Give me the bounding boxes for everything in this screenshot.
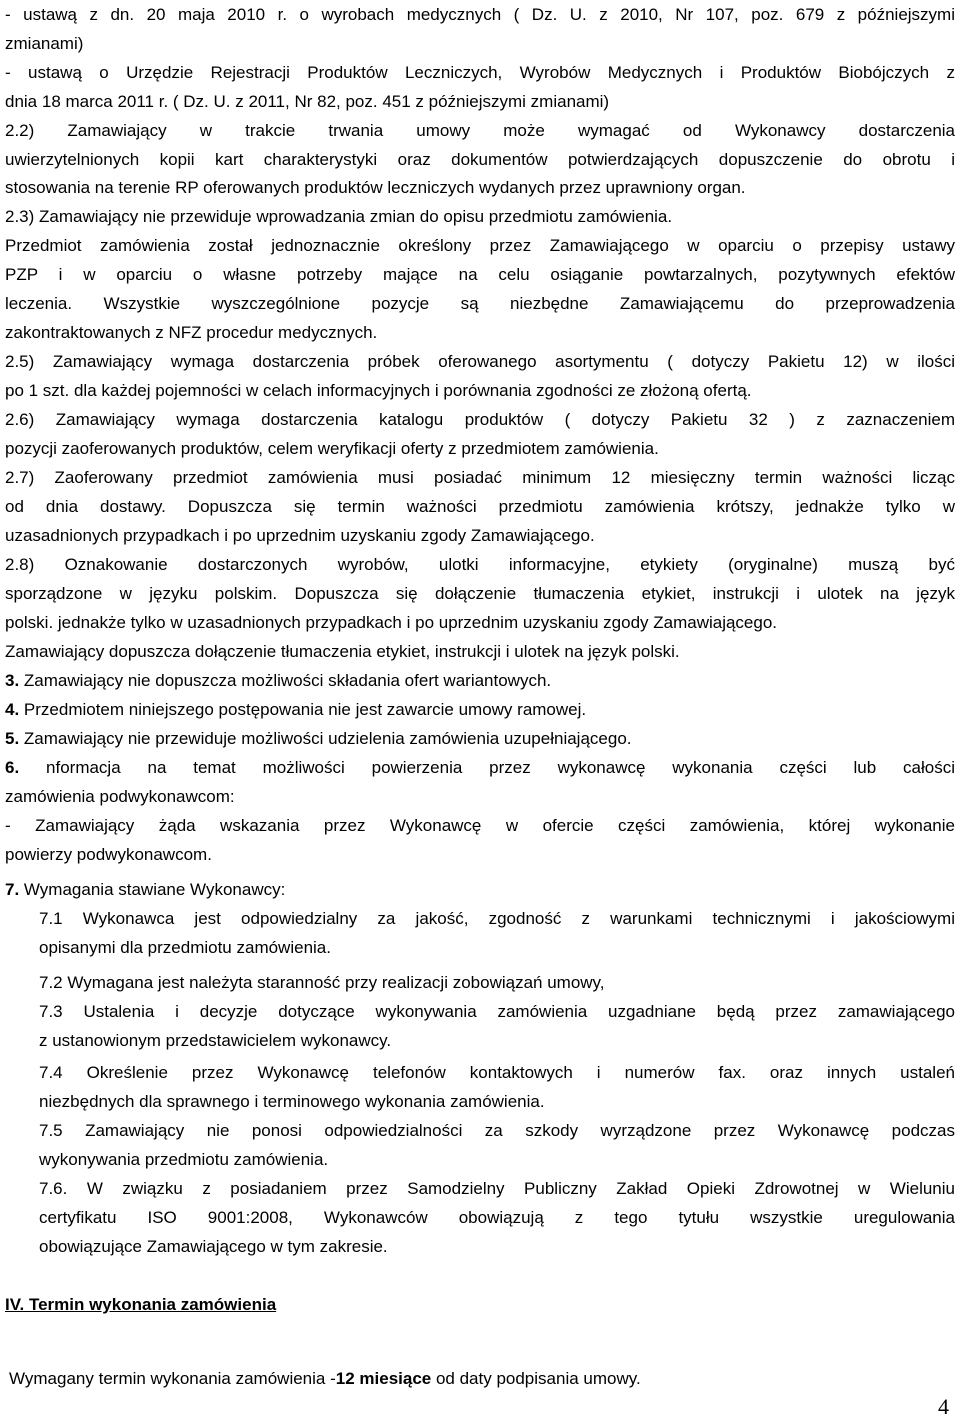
text-line: zakontraktowanych z NFZ procedur medycznych. bbox=[5, 323, 378, 342]
text-line: 2.3) Zamawiający nie przewiduje wprowadzania zmian do opisu przedmiotu zamówienia. bbox=[5, 207, 673, 226]
sub-item-7-2: 7.2 Wymagana jest należyta staranność przy realizacji zobowiązań umowy, bbox=[39, 973, 605, 992]
text-line: niezbędnych dla sprawnego i terminowego wykonania zamówienia. bbox=[39, 1092, 545, 1111]
text-line: Przedmiot zamówienia został jednoznacznie określony przez Zamawiającego w oparciu o przepisy ustawy bbox=[5, 236, 955, 255]
section-heading: IV. Termin wykonania zamówienia bbox=[5, 1295, 277, 1314]
text-line: leczenia. Wszystkie wyszczególnione pozycje są niezbędne Zamawiającemu do przeprowadzenia bbox=[5, 294, 955, 313]
text-line: 2.6) Zamawiający wymaga dostarczenia katalogu produktów ( dotyczy Pakietu 32 ) z zaznaczeniem bbox=[5, 410, 955, 429]
numbered-item-4 bbox=[5, 699, 955, 723]
text-line: stosowania na terenie RP oferowanych produktów leczniczych wydanych przez uprawniony organ. bbox=[5, 178, 746, 197]
text-line: - Zamawiający żąda wskazania przez Wykonawcę w ofercie części zamówienia, której wykonanie bbox=[5, 816, 955, 835]
text-line: pozycji zaoferowanych produktów, celem weryfikacji oferty z przedmiotem zamówienia. bbox=[5, 439, 659, 458]
deadline-suffix: od daty podpisania umowy. bbox=[431, 1369, 641, 1388]
text-line: uwierzytelnionych kopii kart charakterystyki oraz dokumentów potwierdzających dopuszczenie do obrotu i bbox=[5, 150, 955, 169]
text-line: powierzy podwykonawcom. bbox=[5, 845, 212, 864]
text-line: Zamawiający dopuszcza dołączenie tłumaczenia etykiet, instrukcji i ulotek na język polski. bbox=[5, 642, 680, 661]
text-line: uzasadnionych przypadkach i po uprzednim uzyskaniu zgody Zamawiającego. bbox=[5, 526, 595, 545]
item-text: Wymagania stawiane Wykonawcy: bbox=[19, 880, 286, 899]
text-line: certyfikatu ISO 9001:2008, Wykonawców obowiązują z tego tytułu wszystkie uregulowania bbox=[39, 1208, 955, 1227]
text-line: dnia 18 marca 2011 r. ( Dz. U. z 2011, Nr 82, poz. 451 z późniejszymi zmianami) bbox=[5, 92, 610, 111]
text-line: z ustanowionym przedstawicielem wykonawcy. bbox=[39, 1031, 392, 1050]
item-text: Zamawiający nie przewiduje możliwości udzielenia zamówienia uzupełniającego. bbox=[19, 729, 632, 748]
text-line: wykonywania przedmiotu zamówienia. bbox=[39, 1150, 329, 1169]
sub-item-7-5: 7.5 Zamawiający nie ponosi odpowiedzialności za szkody wyrządzone przez Wykonawcę podczas bbox=[39, 1121, 955, 1140]
sub-item-7-6: 7.6. W związku z posiadaniem przez Samodzielny Publiczny Zakład Opieki Zdrowotnej w Wieluniu bbox=[39, 1179, 955, 1198]
text-line: zmianami) bbox=[5, 34, 84, 53]
text-line: obowiązujące Zamawiającego w tym zakresie. bbox=[39, 1237, 388, 1256]
text-line: 2.2) Zamawiający w trakcie trwania umowy może wymagać od Wykonawcy dostarczenia bbox=[5, 121, 955, 140]
item-number: 4. bbox=[5, 700, 20, 719]
text-line: polski. jednakże tylko w uzasadnionych przypadkach i po uprzednim uzyskaniu zgody Zamawiającego. bbox=[5, 613, 778, 632]
numbered-item-3 bbox=[5, 670, 955, 694]
text-line: zamówienia podwykonawcom: bbox=[5, 787, 235, 806]
numbered-item-6 bbox=[5, 757, 955, 781]
text-line: po 1 szt. dla każdej pojemności w celach informacyjnych i porównania zgodności ze złożoną ofertą. bbox=[5, 381, 752, 400]
numbered-item-7 bbox=[5, 879, 955, 903]
item-number: 5. bbox=[5, 729, 20, 748]
text-line: - ustawą z dn. 20 maja 2010 r. o wyrobach medycznych ( Dz. U. z 2010, Nr 107, poz. 679 z późniejszymi bbox=[5, 5, 955, 24]
item-number: 3. bbox=[5, 671, 20, 690]
item-number: 7. bbox=[5, 880, 20, 899]
deadline-prefix: Wymagany termin wykonania zamówienia - bbox=[9, 1369, 336, 1388]
item-text: nformacja na temat możliwości powierzenia przez wykonawcę wykonania części lub całości bbox=[19, 758, 955, 777]
sub-item-7-3: 7.3 Ustalenia i decyzje dotyczące wykonywania zamówienia uzgadniane będą przez zamawiającego bbox=[39, 1002, 955, 1021]
text-line: 2.7) Zaoferowany przedmiot zamówienia musi posiadać minimum 12 miesięczny termin ważności licząc bbox=[5, 468, 955, 487]
text-line: 2.8) Oznakowanie dostarczonych wyrobów, ulotki informacyjne, etykiety (oryginalne) muszą być bbox=[5, 555, 955, 574]
sub-item-7-1: 7.1 Wykonawca jest odpowiedzialny za jakość, zgodność z warunkami technicznymi i jakościowymi bbox=[39, 909, 955, 928]
item-text: Zamawiający nie dopuszcza możliwości składania ofert wariantowych. bbox=[19, 671, 552, 690]
item-number: 6. bbox=[5, 758, 20, 777]
page-number: 4 bbox=[938, 1394, 949, 1419]
sub-item-7-4: 7.4 Określenie przez Wykonawcę telefonów kontaktowych i numerów fax. oraz innych ustaleń bbox=[39, 1063, 955, 1082]
text-line: 2.5) Zamawiający wymaga dostarczenia próbek oferowanego asortymentu ( dotyczy Pakietu 12) w ilości bbox=[5, 352, 955, 371]
item-text: Przedmiotem niniejszego postępowania nie jest zawarcie umowy ramowej. bbox=[19, 700, 587, 719]
deadline-statement bbox=[9, 1368, 641, 1392]
text-line: PZP i w oparciu o własne potrzeby mające na celu osiąganie powtarzalnych, pozytywnych efektów bbox=[5, 265, 955, 284]
numbered-item-5 bbox=[5, 728, 955, 752]
text-line: - ustawą o Urzędzie Rejestracji Produktów Leczniczych, Wyrobów Medycznych i Produktów Biobójczych z bbox=[5, 63, 955, 82]
text-line: od dnia dostawy. Dopuszcza się termin ważności przedmiotu zamówienia krótszy, jednakże tylko w bbox=[5, 497, 955, 516]
text-line: opisanymi dla przedmiotu zamówienia. bbox=[39, 938, 331, 957]
text-line: sporządzone w języku polskim. Dopuszcza się dołączenie tłumaczenia etykiet, instrukcji i ulotek na język bbox=[5, 584, 955, 603]
deadline-value: 12 miesiące bbox=[335, 1369, 432, 1388]
